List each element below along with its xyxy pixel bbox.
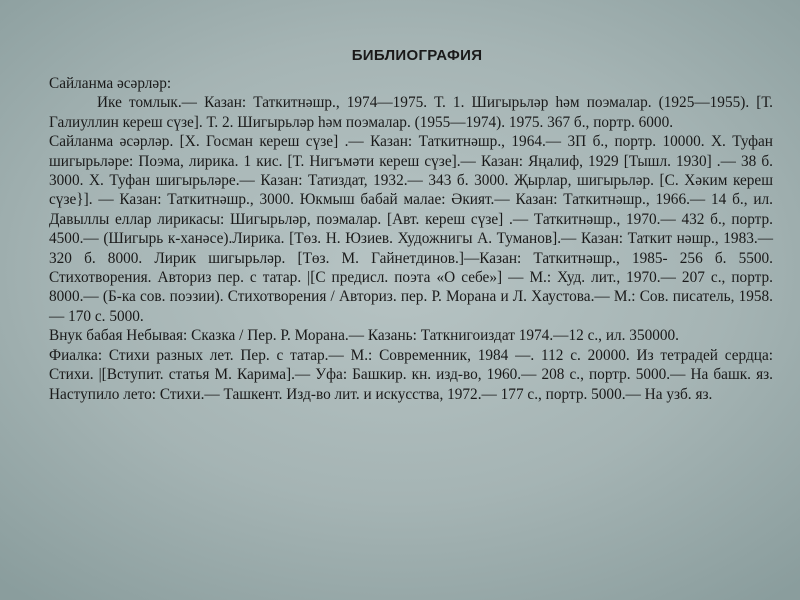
paragraph: Сайланма әсәрләр. [Х. Госман кереш сүзе] .— Казан: Таткитнәшр., 1964.— 3П б., портр. 10000. Х. Туфан шигырьләре: Поэма, лирика. 1 кис. [Т. Нигъмәти кереш сүзе].— Казан: Яңалиф, 1929 [Тышл. 1930] .— 38 б. 3000. Х. Туфан шигырьләре.— Казан: Татиздат, 1932.— 343 б. 3000. Җырлар, шигырьләр. [С. Хәким кереш сүзе}]. — Казан: Таткитнәшр., 3000. Юкмыш бабай малае: Әкият.— Казан: Таткитнәшр., 1966.— 14 б., ил. Давыллы еллар лирикасы: Шигырьләр, поэмалар. [Авт. кереш сүзе] .— Таткитнәшр., 1970.— 432 б., портр. 4500.— (Шигырь к-ханәсе).Лирика. [Төз. Н. Юзиев. Художнигы А. Туманов].— Казан: Таткит нәшр., 1983.—320 б. 8000. Лирик шигырьләр. [Төз. М. Гайнетдинов.]—Казан: Таткитнәшр., 1985- 256 б. 5500. Стихотворения. Авториз пер. с татар. |[С предисл. поэта «О себе»] — М.: Худ. лит., 1970.— 207 с., портр. 8000.— (Б-ка сов. поэзии). Стихотворения / Авториз. пер. Р. Морана и Л. Хаустова.— М.: Сов. писатель, 1958.— 170 с. 5000.: [49, 133, 773, 325]
slide: [49, 46, 773, 404]
paragraph: Внук бабая Небывая: Сказка / Пер. Р. Морана.— Казань: Таткнигоиздат 1974.—12 с., ил. 350000.: [49, 327, 680, 345]
paragraph: Ике томлык.— Казан: Таткитнәшр., 1974—1975. Т. 1. Шигырьләр һәм поэмалар. (1925—1955). [Т. Галиуллин кереш сүзе]. Т. 2. Шигырьләр һәм поэмалар. (1955—1974). 1975. 367 б., портр. 6000.: [49, 94, 773, 131]
bibliography-text: [49, 74, 773, 404]
page-title: БИБЛИОГРАФИЯ: [351, 47, 483, 64]
paragraph: Фиалка: Стихи разных лет. Пер. с татар.— М.: Современник, 1984 —. 112 с. 20000. Из тетрадей сердца: Стихи. |[Вступит. статья М. Карима].— Уфа: Башкир. кн. изд-во, 1960.— 208 с., портр. 5000.— На башк. яз. Наступило лето: Стихи.— Ташкент. Изд-во лит. и искусства, 1972.— 177 с., портр. 5000.— На узб. яз.: [49, 346, 773, 403]
paragraph-heading: Сайланма әсәрләр:: [49, 75, 172, 92]
